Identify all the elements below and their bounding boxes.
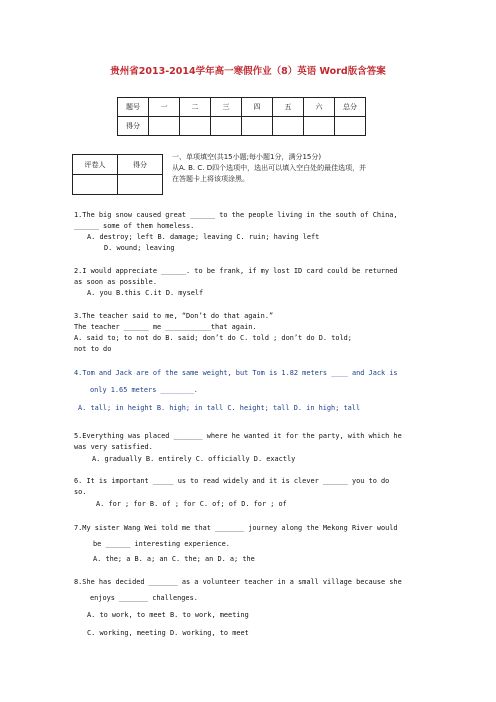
question-stem: 7.My sister Wang Wei told me that _______ journey along the Mekong River would [74, 524, 398, 532]
question-stem: as soon as possible. [74, 278, 157, 286]
question-options: A. you B.this C.it D. myself [87, 289, 204, 297]
grader-score-label: 得分 [118, 155, 163, 175]
question-stem: 3.The teacher said to me, “Don’t do that again.” [74, 312, 274, 320]
section-instruction: 在答题卡上将该项涂黑。 [172, 175, 249, 183]
score-header-cell: 五 [273, 98, 304, 117]
question-stem: so. [74, 488, 87, 496]
question-options: not to do [74, 345, 112, 353]
question-options: A. the; a B. a; an C. the; an D. a; the [93, 555, 255, 563]
score-cell [149, 117, 180, 136]
question-options: A. destroy; left B. damage; leaving C. ruin; having left [87, 233, 320, 241]
question-stem: 4.Tom and Jack are of the same weight, but Tom is 1.82 meters ____ and Jack is [74, 369, 398, 377]
page-title: 贵州省2013-2014学年高一寒假作业（8）英语 Word版含答案 [110, 66, 386, 77]
question-stem: only 1.65 meters ________. [90, 386, 198, 394]
score-header-cell: 一 [149, 98, 180, 117]
question-stem: enjoys _______ challenges. [90, 594, 198, 602]
section-instruction: 从A. B. C. D四个选项中，选出可以填入空白处的最佳选项，并 [172, 164, 367, 172]
score-cell [242, 117, 273, 136]
score-header-cell: 总分 [335, 98, 366, 117]
question-options: C. working, meeting D. working, to meet [87, 629, 249, 637]
grader-label: 评卷人 [73, 155, 118, 175]
question-options: A. for ; for B. of ; for C. of; of D. for ; of [96, 500, 287, 508]
question-stem: 1.The big snow caused great ______ to the people living in the south of China, [74, 211, 398, 219]
question-options: A. gradually B. entirely C. officially D. exactly [92, 455, 296, 463]
score-cell [304, 117, 335, 136]
score-cell [211, 117, 242, 136]
score-table-header-row [118, 98, 366, 117]
grader-cell [118, 175, 163, 195]
score-cell [180, 117, 211, 136]
score-cell [273, 117, 304, 136]
question-stem: 2.I would appreciate ______. to be frank, if my lost ID card could be returned [74, 267, 398, 275]
score-header-cell: 三 [211, 98, 242, 117]
question-options: A. tall; in height B. high; in tall C. height; tall D. in high; tall [78, 404, 361, 412]
score-table [117, 97, 366, 136]
question-options: A. said to; to not do B. said; don’t do C. told ; don’t do D. told; [74, 334, 352, 342]
question-options: A. to work, to meet B. to work, meeting [87, 611, 249, 619]
question-stem: The teacher ______ me ___________that again. [74, 323, 257, 331]
question-options: D. wound; leaving [104, 244, 175, 252]
question-stem: was very satisfied. [74, 443, 153, 451]
question-stem: be ______ interesting experience. [93, 540, 230, 548]
score-row-label: 得分 [118, 117, 149, 136]
score-header-cell: 题号 [118, 98, 149, 117]
question-stem: ______ some of them homeless. [74, 222, 195, 230]
score-header-cell: 六 [304, 98, 335, 117]
section-heading: 一、单项填空(共15小题;每小题1分，满分15分) [172, 153, 322, 161]
question-stem: 8.She has decided _______ as a volunteer teacher in a small village because she [74, 578, 402, 586]
question-stem: 5.Everything was placed _______ where he wanted it for the party, with which he [74, 432, 402, 440]
score-table-row [118, 117, 366, 136]
score-header-cell: 二 [180, 98, 211, 117]
grader-cell [73, 175, 118, 195]
grader-table [72, 154, 163, 195]
score-cell [335, 117, 366, 136]
question-stem: 6. It is important _____ us to read widely and it is clever ______ you to do [74, 477, 390, 485]
score-header-cell: 四 [242, 98, 273, 117]
